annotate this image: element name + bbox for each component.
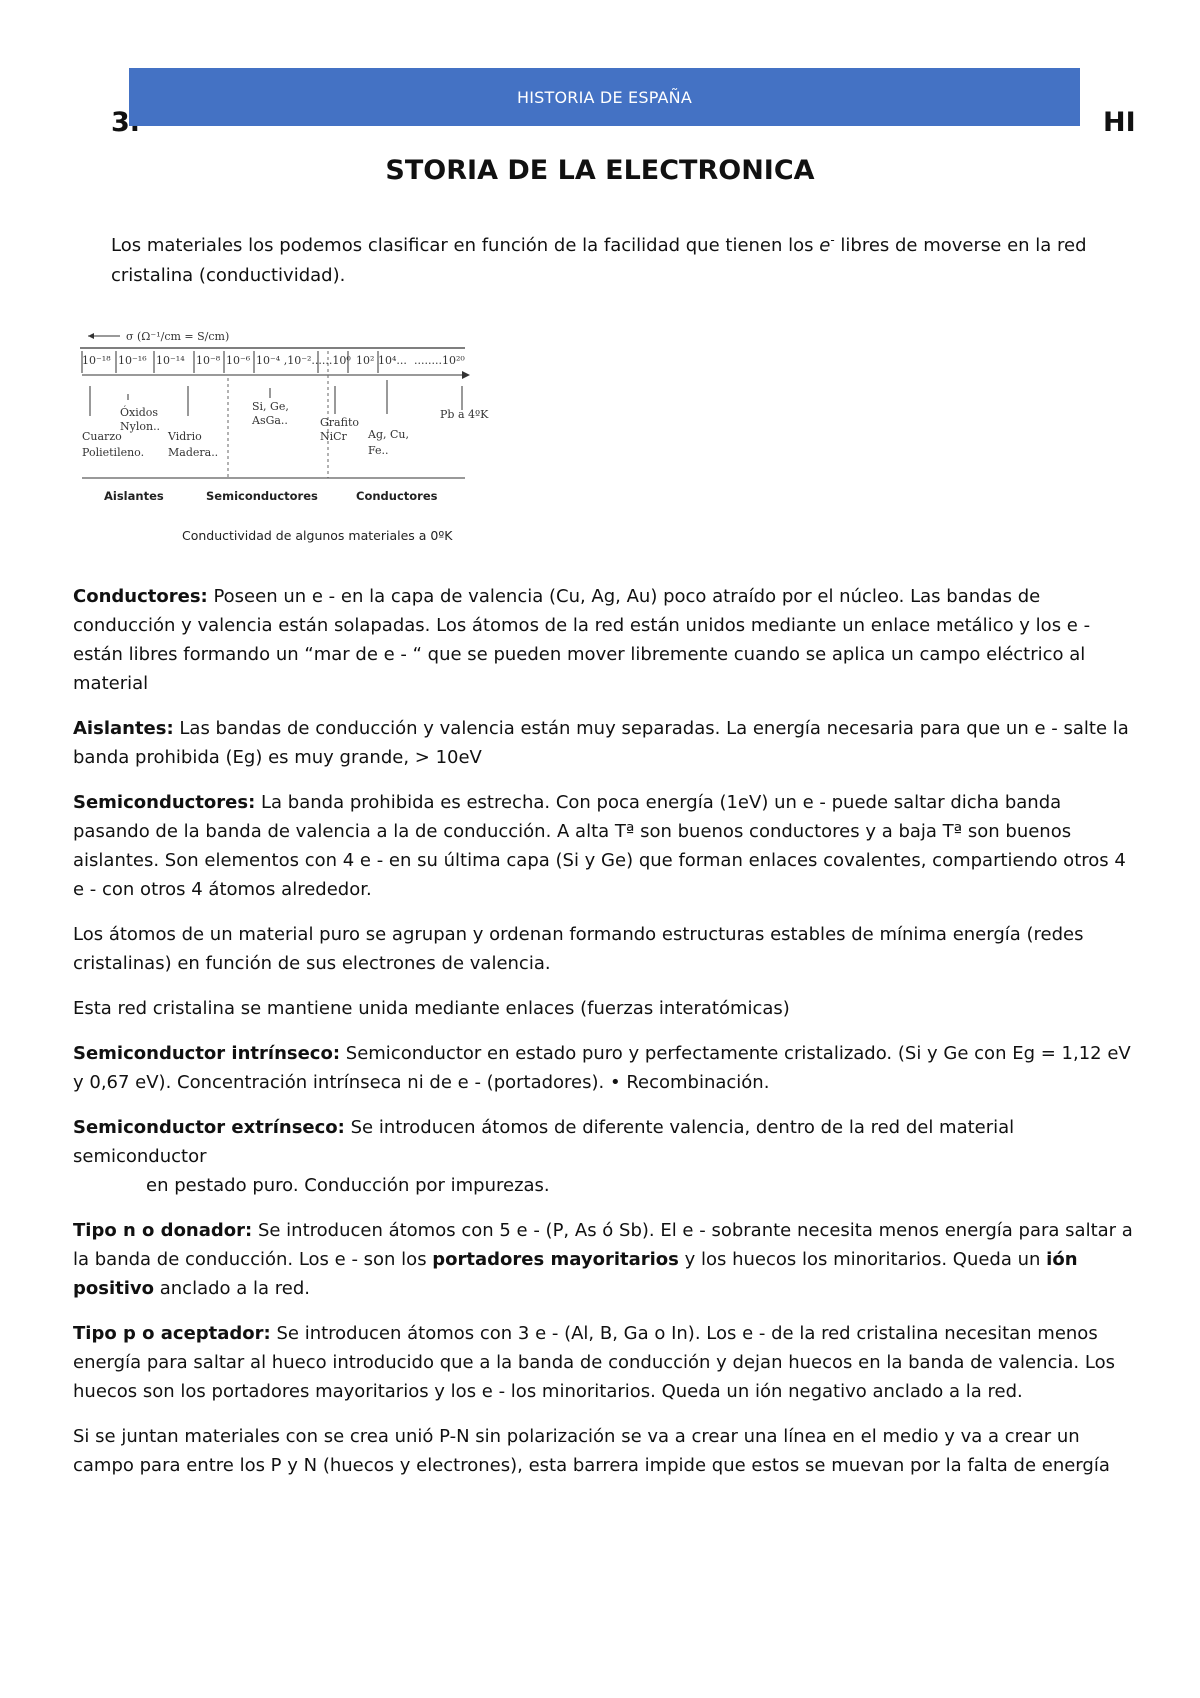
text-intrinseco: Semiconductor en estado puro y perfectamente cristalizado. (Si y Ge con Eg = 1,12 eV y 0,67 eV). Concentración intrínseca ni de e - (portadores). • Recombinación. bbox=[73, 1043, 1131, 1093]
label-nicr: NiCr bbox=[320, 430, 347, 443]
text-tipo-n-3: anclado a la red. bbox=[154, 1278, 310, 1299]
category-aislantes: Aislantes bbox=[104, 489, 164, 503]
tick-label-4: 10⁻⁸ bbox=[196, 354, 221, 367]
axis-label-group bbox=[88, 330, 229, 343]
header-banner bbox=[129, 68, 1080, 126]
label-sige: Si, Ge, bbox=[252, 400, 289, 413]
page-title: STORIA DE LA ELECTRONICA bbox=[385, 155, 815, 186]
tick-label-5: 10⁻⁶ bbox=[226, 354, 251, 367]
text-tipo-n-1: Se introducen átomos con 5 e - (P, As ó Sb). El e - sobrante necesita menos energía para saltar a la banda de conducción. Los e - son los bbox=[73, 1220, 1133, 1270]
term-intrinseco: Semiconductor intrínseco: bbox=[73, 1043, 341, 1064]
category-conductores: Conductores bbox=[356, 489, 438, 503]
term-ion-positivo: ión positivo bbox=[73, 1249, 1078, 1299]
paragraph-intrinseco bbox=[73, 1039, 1138, 1097]
section-number: 3. bbox=[111, 107, 141, 138]
intro-text-2: libres de moverse en la red cristalina (conductividad). bbox=[111, 235, 1087, 286]
axis-label: σ (Ω⁻¹/cm = S/cm) bbox=[126, 330, 230, 343]
tick-label-2: 10⁻¹⁶ bbox=[118, 354, 147, 367]
tick-label-6: 10⁻⁴ ,10⁻²......10⁰ bbox=[256, 354, 351, 367]
text-red-cristalina: Esta red cristalina se mantiene unida mediante enlaces (fuerzas interatómicas) bbox=[73, 998, 790, 1019]
label-cuarzo: Cuarzo bbox=[82, 430, 122, 443]
tick-label-1: 10⁻¹⁸ bbox=[82, 354, 111, 367]
paragraph-semiconductores bbox=[73, 788, 1138, 904]
conductivity-figure bbox=[80, 318, 540, 548]
text-tipo-n-2: y los huecos los minoritarios. Queda un bbox=[678, 1249, 1047, 1270]
paragraph-union-pn bbox=[73, 1422, 1138, 1480]
label-madera: Madera.. bbox=[168, 446, 219, 459]
term-aislantes: Aislantes: bbox=[73, 718, 174, 739]
label-nylon: Nylon.. bbox=[120, 420, 161, 433]
banner-title: HISTORIA DE ESPAÑA bbox=[516, 88, 692, 107]
electron-charge: - bbox=[830, 233, 835, 247]
label-pb: Pb a 4ºK bbox=[440, 408, 489, 421]
text-aislantes: Las bandas de conducción y valencia están muy separadas. La energía necesaria para que un e - salte la banda prohibida (Eg) es muy grande, > 10eV bbox=[73, 718, 1129, 768]
text-conductores: Poseen un e - en la capa de valencia (Cu, Ag, Au) poco atraído por el núcleo. Las bandas de conducción y valencia están solapadas. Los átomos de la red están unidos mediante un enlace metálico y los e - están libres formando un “mar de e - “ que se pueden mover libremente cuando se aplica un campo eléctrico al material bbox=[73, 586, 1091, 694]
term-tipo-n: Tipo n o donador: bbox=[73, 1220, 253, 1241]
title-fragment: HI bbox=[1103, 107, 1136, 138]
term-tipo-p: Tipo p o aceptador: bbox=[73, 1323, 271, 1344]
label-polietileno: Polietileno. bbox=[82, 446, 145, 459]
text-tipo-p: Se introducen átomos con 3 e - (Al, B, Ga o In). Los e - de la red cristalina necesitan menos energía para saltar al hueco introducido que a la banda de conducción y dejan huecos en la banda de valencia. Los huecos son los portadores mayoritarios y los e - los minoritarios. Queda un ión negativo anclado a la red. bbox=[73, 1323, 1115, 1402]
intro-paragraph bbox=[111, 225, 1101, 291]
intro-text-1: Los materiales los podemos clasificar en función de la facilidad que tienen los bbox=[111, 235, 820, 256]
paragraph-aislantes bbox=[73, 714, 1138, 772]
text-extrinseco-2: en pestado puro. Conducción por impurezas. bbox=[146, 1175, 550, 1196]
figure-caption: Conductividad de algunos materiales a 0ºK bbox=[182, 528, 453, 543]
tick-label-7: 10² bbox=[356, 354, 375, 367]
label-agcu: Ag, Cu, bbox=[368, 428, 409, 441]
label-fe: Fe.. bbox=[368, 444, 389, 457]
term-portadores-mayoritarios: portadores mayoritarios bbox=[432, 1249, 679, 1270]
paragraph-extrinseco bbox=[73, 1113, 1138, 1200]
paragraph-tipo-n bbox=[73, 1216, 1138, 1303]
label-vidrio: Vidrio bbox=[168, 430, 202, 443]
category-semiconductores: Semiconductores bbox=[206, 489, 318, 503]
term-conductores: Conductores: bbox=[73, 586, 208, 607]
paragraph-red-cristalina bbox=[73, 994, 1138, 1023]
text-atomos: Los átomos de un material puro se agrupan y ordenan formando estructuras estables de mínima energía (redes cristalinas) en función de sus electrones de valencia. bbox=[73, 924, 1084, 974]
tick-label-8: 10⁴... bbox=[378, 354, 407, 367]
text-semiconductores: La banda prohibida es estrecha. Con poca energía (1eV) un e - puede saltar dicha banda pasando de la banda de valencia a la de conducción. A alta Tª son buenos conductores y a baja Tª son buenos aislantes. Son elementos con 4 e - en su última capa (Si y Ge) que forman enlaces covalentes, compartiendo otros 4 e - con otros 4 átomos alrededor. bbox=[73, 792, 1126, 900]
paragraph-atomos bbox=[73, 920, 1138, 978]
paragraph-conductores bbox=[73, 582, 1138, 698]
label-asga: AsGa.. bbox=[252, 414, 288, 427]
label-oxidos: Óxidos bbox=[120, 406, 159, 419]
text-extrinseco-1: Se introducen átomos de diferente valencia, dentro de la red del material semiconductor bbox=[73, 1117, 1015, 1167]
conductivity-scale-diagram bbox=[80, 318, 540, 548]
electron-symbol: e bbox=[819, 235, 831, 256]
main-text bbox=[73, 582, 1138, 1496]
tick-label-9: ........10²⁰ bbox=[414, 354, 465, 367]
scale-arrow-head bbox=[462, 371, 470, 379]
term-semiconductores: Semiconductores: bbox=[73, 792, 256, 813]
label-grafito: Grafito bbox=[320, 416, 359, 429]
term-extrinseco: Semiconductor extrínseco: bbox=[73, 1117, 345, 1138]
text-union-pn: Si se juntan materiales con se crea unió P-N sin polarización se va a crear una línea en el medio y va a crear un campo para entre los P y N (huecos y electrones), esta barrera impide que estos se muevan por la falta de energía bbox=[73, 1426, 1110, 1476]
paragraph-tipo-p bbox=[73, 1319, 1138, 1406]
tick-label-3: 10⁻¹⁴ bbox=[156, 354, 185, 367]
